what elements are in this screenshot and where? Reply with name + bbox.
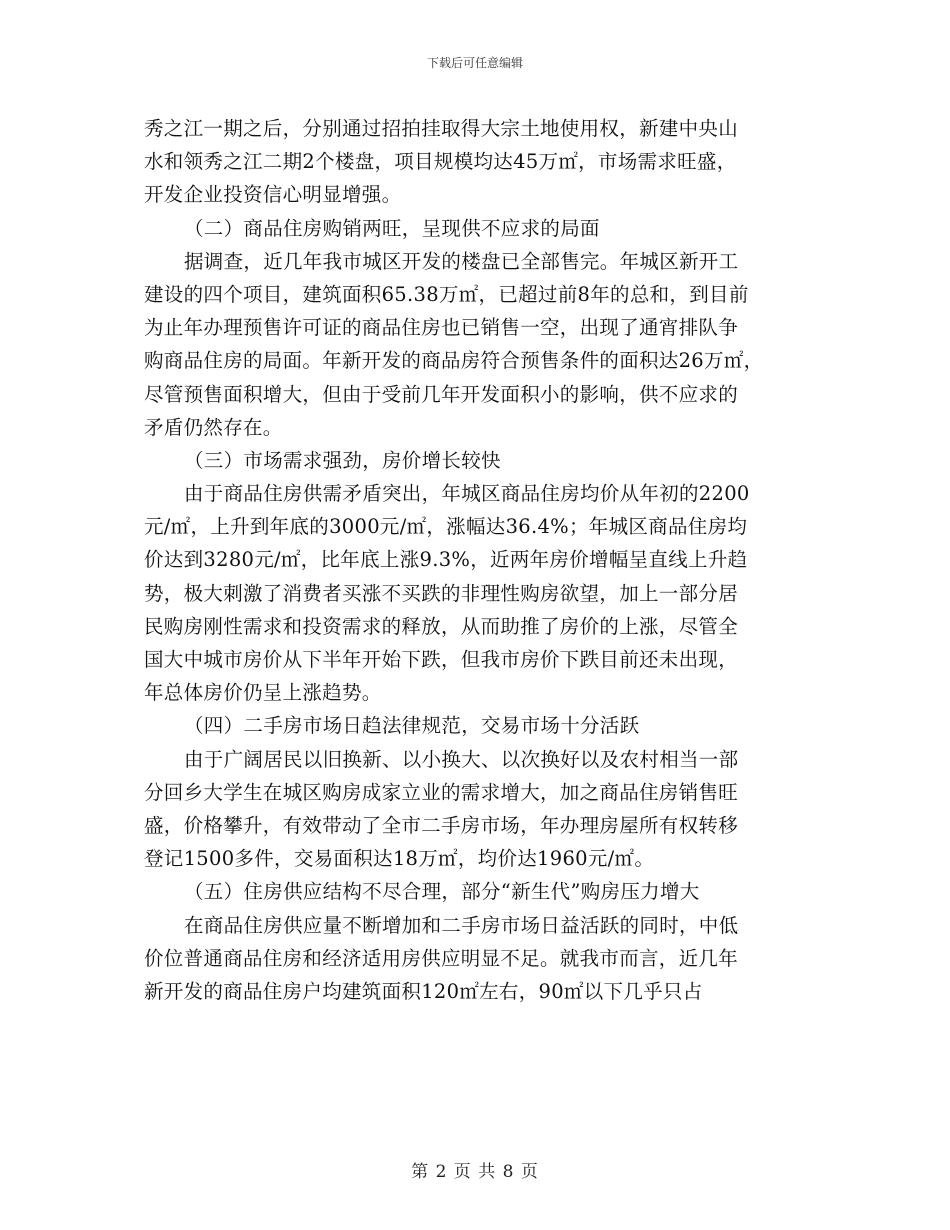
text-line: 为止年办理预售许可证的商品住房也已销售一空，出现了通宵排队争	[144, 316, 739, 340]
text-line: （四）二手房市场日趋法律规范，交易市场十分活跃	[184, 714, 640, 738]
text-line: 国大中城市房价从下半年开始下跌，但我市房价下跌目前还未出现，	[144, 648, 739, 671]
text-line: 秀之江一期之后，分别通过招拍挂取得大宗土地使用权，新建中央山	[144, 117, 739, 140]
text-line: 开发企业投资信心明显增强。	[144, 183, 402, 207]
text-line: 在商品住房供应量不断增加和二手房市场日益活跃的同时，中低	[184, 913, 739, 937]
text-line: 建设的四个项目，建筑面积65.38万㎡，已超过前8年的总和，到目前	[144, 282, 749, 306]
text-line: 由于商品住房供需矛盾突出，年城区商品住房均价从年初的2200	[184, 482, 750, 506]
text-line: 分回乡大学生在城区购房成家立业的需求增大，加之商品住房销售旺	[144, 780, 739, 804]
text-line: 价达到3280元/㎡，比年底上涨9.3%，近两年房价增幅呈直线上升趋	[144, 548, 748, 572]
text-line: 势，极大刺激了消费者买涨不买跌的非理性购房欲望，加上一部分居	[144, 581, 739, 605]
text-line: （五）住房供应结构不尽合理，部分“新生代”购房压力增大	[184, 880, 700, 904]
text-line: 新开发的商品住房户均建筑面积120㎡左右，90㎡以下几乎只占	[144, 979, 703, 1003]
text-line: 由于广阔居民以旧换新、以小换大、以次换好以及农村相当一部	[184, 747, 739, 771]
page-header: 下载后可任意编辑	[426, 56, 523, 70]
text-line: （二）商品住房购销两旺，呈现供不应求的局面	[184, 216, 600, 240]
text-line: 年总体房价仍呈上涨趋势。	[144, 681, 382, 705]
text-line: 据调查，近几年我市城区开发的楼盘已全部售完。年城区新开工	[184, 249, 739, 273]
text-line: 元/㎡，上升到年底的3000元/㎡，涨幅达36.4%；年城区商品住房均	[144, 515, 748, 539]
text-line: 盛，价格攀升，有效带动了全市二手房市场，年办理房屋所有权转移	[144, 813, 739, 837]
text-line: 购商品住房的局面。年新开发的商品房符合预售条件的面积达26万㎡，	[144, 349, 764, 373]
text-line: 价位普通商品住房和经济适用房供应明显不足。就我市而言，近几年	[144, 946, 739, 970]
text-line: （三）市场需求强劲，房价增长较快	[184, 448, 501, 472]
text-line: 登记1500多件，交易面积达18万㎡，均价达1960元/㎡。	[144, 847, 655, 871]
text-line: 民购房刚性需求和投资需求的释放，从而助推了房价的上涨，尽管全	[144, 614, 739, 638]
text-line: 水和领秀之江二期2个楼盘，项目规模均达45万㎡，市场需求旺盛，	[144, 150, 737, 174]
document-body	[144, 112, 824, 1008]
page-number: 第 2 页 共 8 页	[411, 1162, 539, 1182]
text-line: 尽管预售面积增大，但由于受前几年开发面积小的影响，供不应求的	[144, 382, 739, 406]
text-line: 矛盾仍然存在。	[144, 415, 283, 439]
